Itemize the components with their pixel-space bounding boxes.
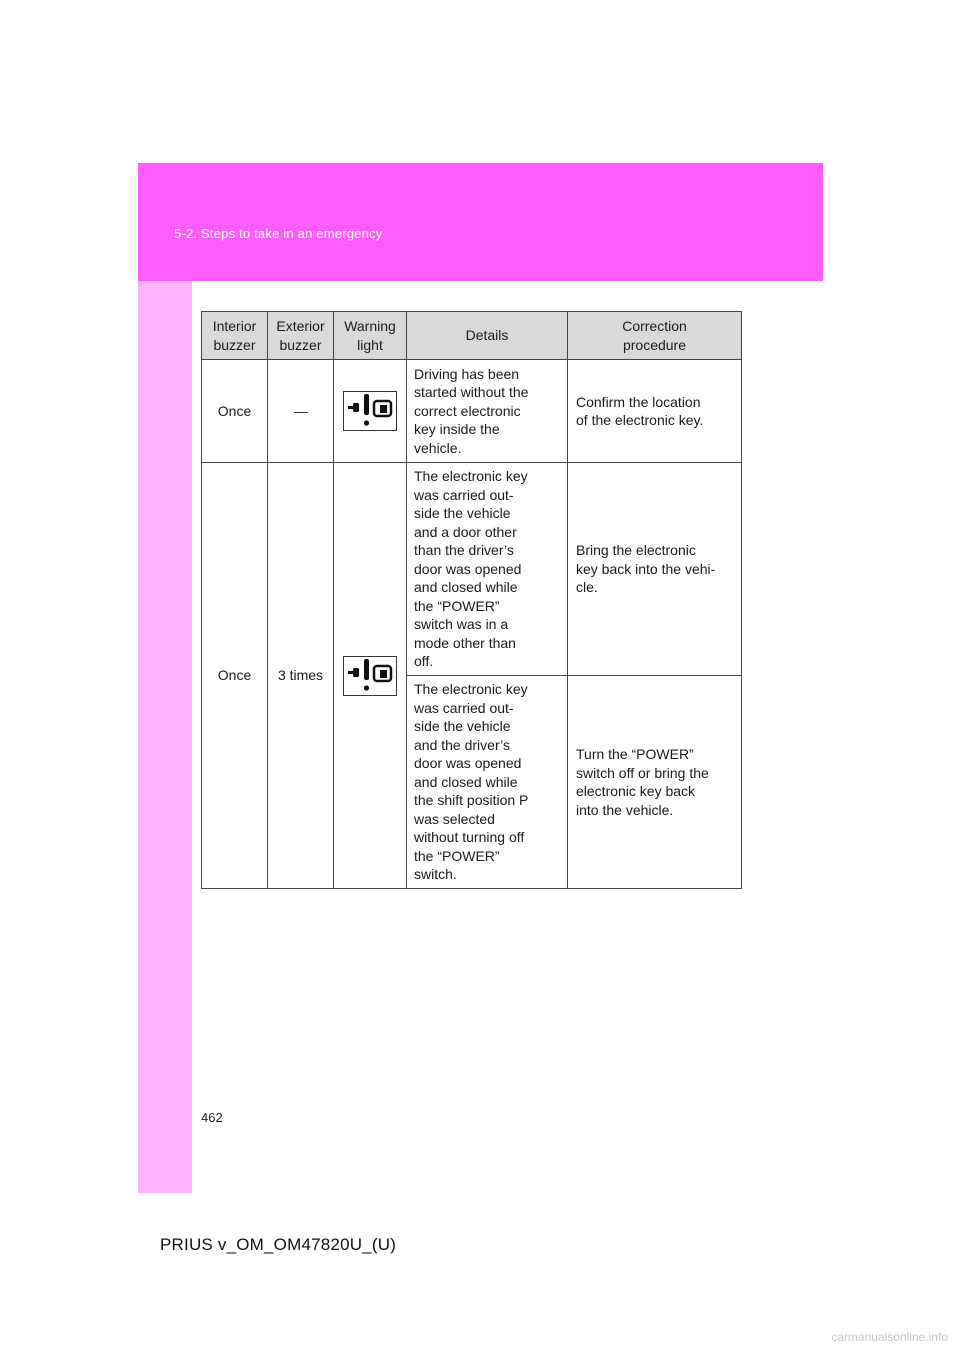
section-title: 5-2. Steps to take in an emergency: [174, 226, 383, 241]
exterior-buzzer-cell: [268, 360, 334, 463]
page-number: 462: [201, 1110, 223, 1125]
column-header-warning-light: Warning light: [334, 312, 407, 360]
correction-cell: Bring the electronic key back into the vehi- cle.: [568, 463, 742, 676]
key-warning-icon: [343, 391, 397, 431]
column-header-exterior-buzzer: Exterior buzzer: [268, 312, 334, 360]
exterior-buzzer-dash: [294, 412, 308, 413]
warning-light-cell: [334, 463, 407, 889]
header-color-band: [138, 163, 823, 281]
details-cell: The electronic key was carried out- side the vehicle and a door other than the driver’s door was opened and closed while the “POWER” switch was in a mode other than off.: [407, 463, 568, 676]
table-header-row: [202, 312, 742, 360]
side-color-band: [138, 163, 192, 1193]
warning-light-cell: [334, 360, 407, 463]
table-row: [202, 360, 742, 463]
interior-buzzer-cell: Once: [202, 463, 268, 889]
watermark: carmanualsonline.info: [831, 1330, 948, 1344]
key-warning-icon: [343, 656, 397, 696]
details-cell: The electronic key was carried out- side the vehicle and the driver’s door was opened and closed while the shift position P was selected without turning off the “POWER” switch.: [407, 676, 568, 889]
details-cell: Driving has been started without the correct electronic key inside the vehicle.: [407, 360, 568, 463]
column-header-details: Details: [407, 312, 568, 360]
column-header-correction-procedure: Correction procedure: [568, 312, 742, 360]
correction-cell: Turn the “POWER” switch off or bring the electronic key back into the vehicle.: [568, 676, 742, 889]
warning-buzzer-table: [201, 311, 742, 889]
interior-buzzer-cell: Once: [202, 360, 268, 463]
document-code: PRIUS v_OM_OM47820U_(U): [160, 1235, 397, 1254]
column-header-interior-buzzer: Interior buzzer: [202, 312, 268, 360]
correction-cell: Confirm the location of the electronic key.: [568, 360, 742, 463]
exterior-buzzer-cell: 3 times: [268, 463, 334, 889]
table-row: [202, 463, 742, 676]
